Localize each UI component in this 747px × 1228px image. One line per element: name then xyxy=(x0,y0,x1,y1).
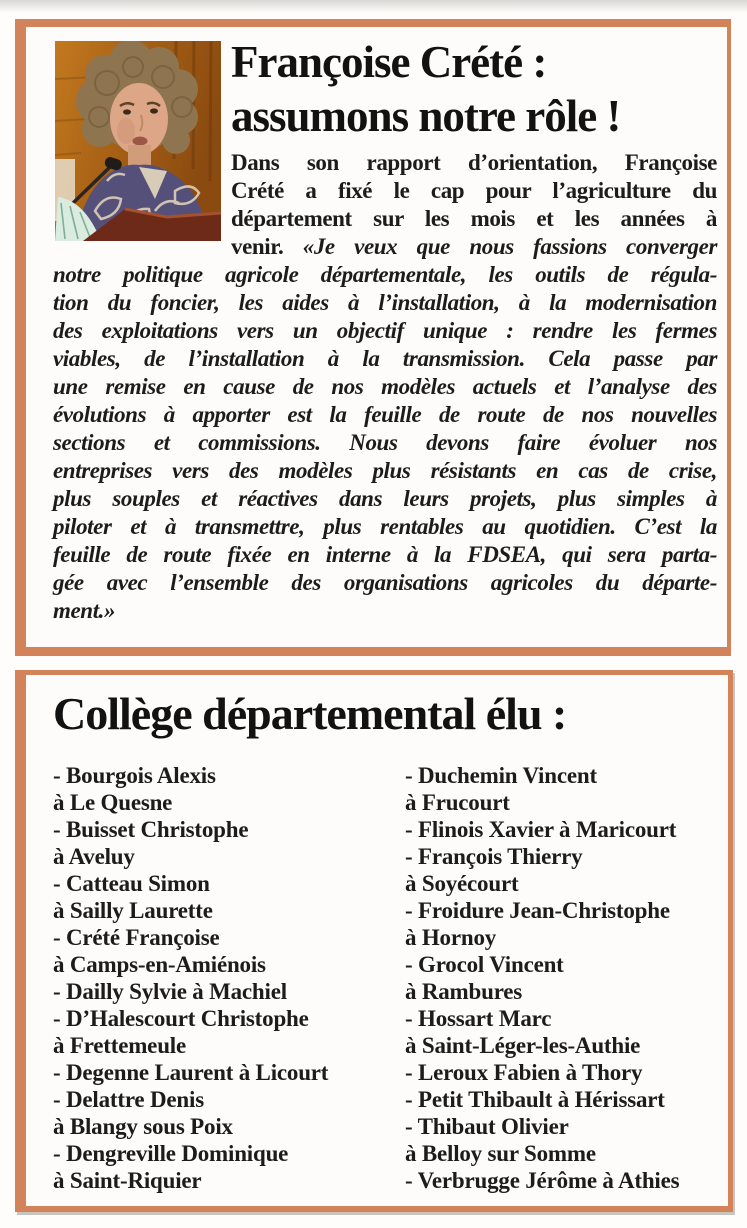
college-list-item: - Catteau Simon xyxy=(53,871,210,896)
college-list-item: - Buisset Christophe xyxy=(53,817,249,842)
article-body-line xyxy=(53,345,717,373)
text-segment: entreprises vers des modèles plus résistants en cas de crise, xyxy=(53,458,717,483)
college-list-item: - François Thierry xyxy=(405,844,583,869)
college-list-item: - Flinois Xavier à Maricourt xyxy=(405,817,677,842)
college-list-item: - Delattre Denis xyxy=(53,1087,204,1112)
text-segment: Crété a fixé le cap pour l’agriculture du xyxy=(231,178,717,203)
college-list-item: - Petit Thibault à Hérissart xyxy=(405,1087,665,1112)
college-list-item: - Froidure Jean-Christophe xyxy=(405,898,670,923)
text-segment: viables, de l’installation à la transmission. Cela passe par xyxy=(53,346,717,371)
college-list-item: - Dengreville Dominique xyxy=(53,1141,289,1166)
text-segment: département sur les mois et les années à xyxy=(231,206,717,231)
college-list-item: - Grocol Vincent xyxy=(405,952,564,977)
college-list-item: - D’Halescourt Christophe xyxy=(53,1006,309,1031)
article-body-line xyxy=(53,597,717,625)
article-body-line xyxy=(53,485,717,513)
text-segment: tion du foncier, les aides à l’installation, à la modernisation xyxy=(53,290,717,315)
text-segment: «Je veux que nous fassions converger xyxy=(302,234,717,259)
college-list-item: à Le Quesne xyxy=(53,790,173,815)
college-list-item: - Verbrugge Jérôme à Athies xyxy=(405,1168,680,1193)
article-title-line: assumons notre rôle ! xyxy=(231,91,621,141)
article-body-line xyxy=(53,513,717,541)
college-list-item: à Camps-en-Amiénois xyxy=(53,952,266,977)
college-list-item: - Hossart Marc xyxy=(405,1006,552,1031)
mouth xyxy=(133,137,148,146)
text-segment: ment.» xyxy=(53,598,116,623)
college-list-item: - Dailly Sylvie à Machiel xyxy=(53,979,287,1004)
college-list-item: à Sailly Laurette xyxy=(53,898,213,923)
article-body-line xyxy=(53,457,717,485)
article-body-line xyxy=(53,261,717,289)
college-list-item: à Belloy sur Somme xyxy=(405,1141,596,1166)
article-body-line xyxy=(53,373,717,401)
college-list-item: à Saint-Léger-les-Authie xyxy=(405,1033,641,1058)
college-box xyxy=(15,670,733,1212)
article-title-line: Françoise Crété : xyxy=(231,37,547,87)
college-title: Collège départemental élu : xyxy=(53,688,567,739)
page-top-shading xyxy=(0,0,747,13)
portrait-photo xyxy=(55,41,221,241)
text-segment: gée avec l’ensemble des organisations agricoles du départe- xyxy=(53,570,717,595)
article-box xyxy=(15,19,731,656)
college-list-item: - Bourgois Alexis xyxy=(53,763,216,788)
text-segment: venir. xyxy=(231,234,303,259)
text-segment: plus souples et réactives dans leurs projets, plus simples à xyxy=(53,486,717,511)
article-body-line xyxy=(53,541,717,569)
college-list-item: à Soyécourt xyxy=(405,871,519,896)
college-list-item: - Duchemin Vincent xyxy=(405,763,597,788)
college-left-column xyxy=(53,762,405,1194)
article-body-line xyxy=(53,317,717,345)
cheek-shading xyxy=(117,118,135,144)
text-segment: des exploitations vers un objectif unique : rendre les fermes xyxy=(53,318,717,343)
article-body-line xyxy=(53,401,717,429)
college-list-item: à Frucourt xyxy=(405,790,510,815)
text-segment: Dans son rapport d’orientation, Françoise xyxy=(231,150,717,175)
text-segment: piloter et à transmettre, plus rentables au quotidien. C’est la xyxy=(53,514,717,539)
college-list-item: - Degenne Laurent à Licourt xyxy=(53,1060,329,1085)
article-body-line xyxy=(53,289,717,317)
college-list-item: à Frettemeule xyxy=(53,1033,186,1058)
college-columns xyxy=(53,762,716,1194)
text-segment: évolutions à apporter est la feuille de route de nos nouvelles xyxy=(53,402,717,427)
college-list-item: à Aveluy xyxy=(53,844,135,869)
college-list-item: à Rambures xyxy=(405,979,523,1004)
article-body-line xyxy=(53,429,717,457)
college-right-column xyxy=(405,762,716,1194)
portrait-photo-drawing xyxy=(55,41,221,241)
text-segment: notre politique agricole départementale, les outils de régula- xyxy=(53,262,717,287)
text-segment: feuille de route fixée en interne à la FDSEA, qui sera parta- xyxy=(53,542,717,567)
college-list-item: - Thibaut Olivier xyxy=(405,1114,569,1139)
college-list-item: à Saint-Riquier xyxy=(53,1168,202,1193)
college-list-item: - Leroux Fabien à Thory xyxy=(405,1060,643,1085)
article-body-line xyxy=(53,569,717,597)
college-list-item: à Blangy sous Poix xyxy=(53,1114,233,1139)
text-segment: une remise en cause de nos modèles actuels et l’analyse des xyxy=(53,374,717,399)
college-list-item: à Hornoy xyxy=(405,925,497,950)
college-list-item: - Crété Françoise xyxy=(53,925,220,950)
text-segment: sections et commissions. Nous devons faire évoluer nos xyxy=(53,430,717,455)
